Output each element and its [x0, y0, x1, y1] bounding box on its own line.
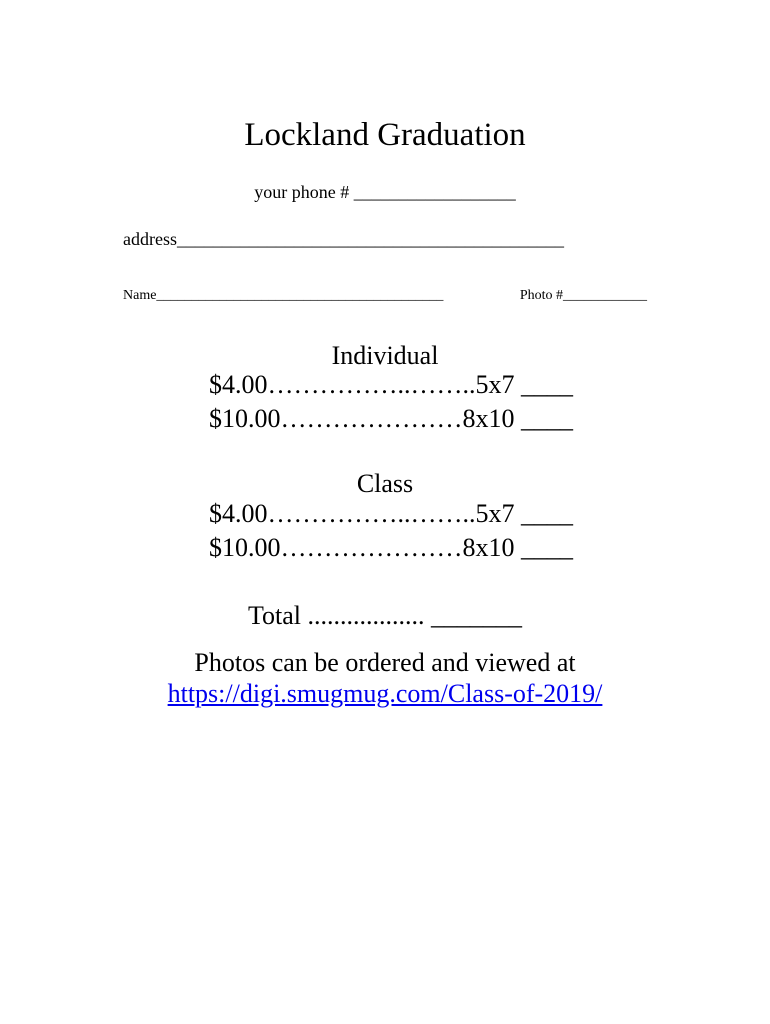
total-line: Total .................. _______ — [247, 601, 523, 630]
name-field-line: Name_________________________________________ — [123, 288, 444, 303]
phone-field-line: your phone # __________________ — [254, 182, 516, 202]
photo-number-field-line: Photo #____________ — [519, 288, 647, 303]
smugmug-link[interactable]: https://digi.smugmug.com/Class-of-2019/ — [167, 679, 603, 708]
individual-heading: Individual — [331, 341, 439, 370]
class-heading: Class — [356, 469, 414, 498]
class-5x7-row: $4.00……………..……..5x7 ____ — [209, 499, 573, 528]
individual-5x7-row: $4.00……………..……..5x7 ____ — [209, 370, 573, 399]
class-8x10-row: $10.00…………………8x10 ____ — [209, 533, 573, 562]
order-instructions: Photos can be ordered and viewed at — [194, 648, 576, 677]
individual-8x10-row: $10.00…………………8x10 ____ — [209, 404, 573, 433]
page-title: Lockland Graduation — [244, 117, 526, 153]
address-field-line: address___________________________________________ — [123, 229, 564, 249]
